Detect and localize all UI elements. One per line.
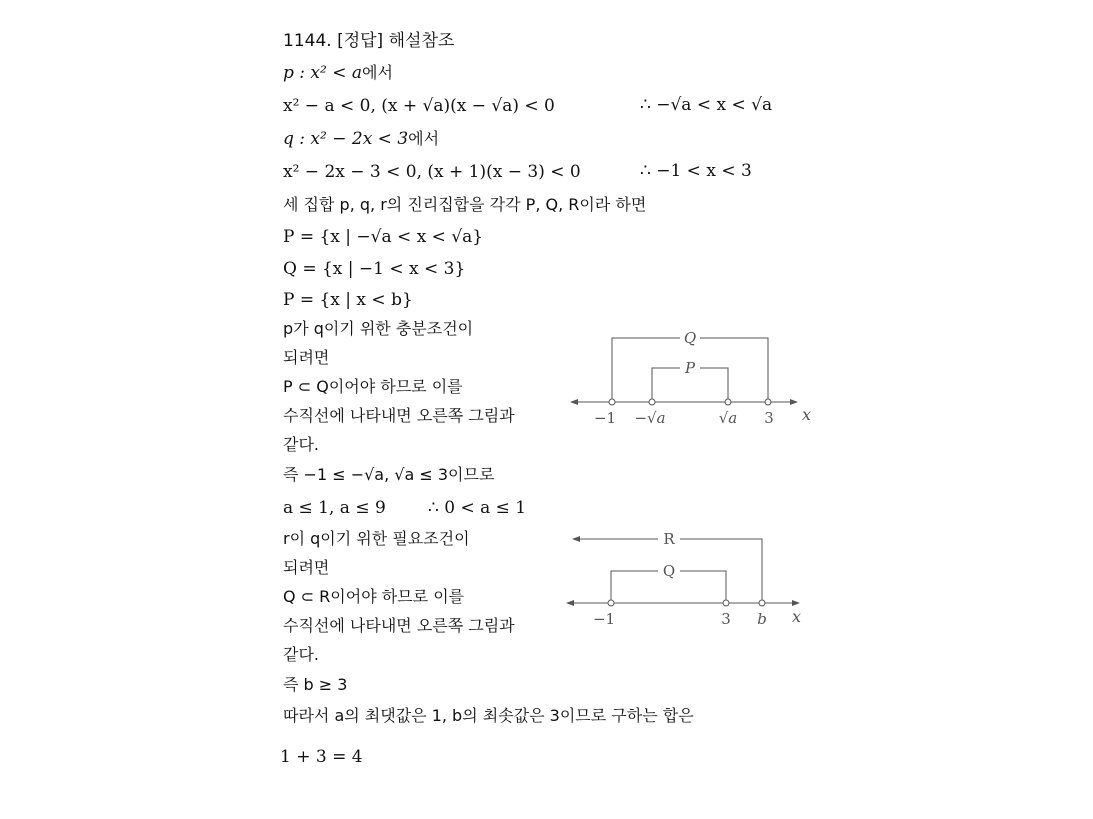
tick-neg1: −1 (593, 409, 617, 427)
tick-3-2: 3 (721, 610, 731, 628)
sufficient-line-1: p가 q이기 위한 충분조건이 (283, 319, 474, 338)
bracket-P-right (700, 368, 728, 402)
answer-text: 해설참조 (388, 31, 455, 51)
label-P: P (684, 359, 696, 377)
point-3-2 (723, 600, 729, 606)
sufficient-line-5: 같다. (283, 435, 319, 454)
point-b (759, 600, 765, 606)
problem-header (283, 26, 454, 51)
sufficient-line-3: P ⊂ Q이어야 하므로 이를 (283, 377, 463, 396)
axis-left-arrow-2 (566, 600, 574, 606)
a-result: ∴ 0 < a ≤ 1 (428, 498, 527, 518)
tick-b: b (757, 610, 767, 628)
axis-right-arrow (790, 399, 798, 405)
necessary-line-4: 수직선에 나타내면 오른쪽 그림과 (283, 616, 515, 635)
answer-label: [정답] (337, 31, 384, 51)
point-neg1-2 (608, 600, 614, 606)
point-negsqrt (649, 399, 655, 405)
bracket-Q2 (611, 571, 658, 603)
tick-sqrt: √a (718, 409, 738, 427)
necessary-line-3: Q ⊂ R이어야 하므로 이를 (283, 587, 465, 606)
q-definition: q : x² − 2x < 3에서 (283, 129, 440, 149)
p-result: ∴ −√a < x < √a (640, 95, 773, 115)
sufficient-line-4: 수직선에 나타내면 오른쪽 그림과 (283, 406, 515, 425)
conclusion: 따라서 a의 최댓값은 1, b의 최솟값은 3이므로 구하는 합은 (283, 706, 694, 725)
sufficient-result: 즉 −1 ≤ −√a, √a ≤ 3이므로 (283, 465, 495, 484)
point-sqrt (725, 399, 731, 405)
q-inequality: x² − 2x − 3 < 0, (x + 1)(x − 3) < 0 (283, 162, 581, 182)
p-definition: p : x² < a에서 (283, 63, 393, 83)
axis-left-arrow (570, 399, 578, 405)
point-neg1 (609, 399, 615, 405)
final-answer: 1 + 3 = 4 (280, 747, 363, 767)
set-P: P = {x | −√a < x < √a} (283, 227, 484, 247)
problem-number: 1144. (283, 31, 332, 51)
number-line-diagram-1 (560, 322, 820, 432)
axis-label-x: x (802, 405, 812, 424)
q-result: ∴ −1 < x < 3 (640, 161, 752, 181)
tick-neg1-2: −1 (592, 610, 616, 628)
label-R: R (663, 530, 675, 548)
number-line-diagram-2 (560, 526, 820, 636)
axis-label-x-2: x (792, 607, 802, 626)
bracket-Q-right (700, 338, 768, 402)
bracket-Q2-right (680, 571, 726, 603)
bracket-R-arrow (572, 536, 580, 542)
bracket-Q (612, 338, 680, 402)
label-Q: Q (683, 329, 697, 347)
b-result: 즉 b ≥ 3 (283, 675, 348, 694)
tick-negsqrt: −√a (634, 409, 666, 427)
axis-right-arrow-2 (792, 600, 800, 606)
a-bounds: a ≤ 1, a ≤ 9 (283, 498, 386, 518)
sufficient-line-2: 되려면 (283, 348, 330, 367)
set-R: P = {x | x < b} (283, 290, 413, 310)
p-inequality: x² − a < 0, (x + √a)(x − √a) < 0 (283, 96, 555, 116)
necessary-line-2: 되려면 (283, 558, 330, 577)
sets-intro: 세 집합 p, q, r의 진리집합을 각각 P, Q, R이라 하면 (283, 195, 647, 214)
necessary-line-1: r이 q이기 위한 필요조건이 (283, 529, 470, 548)
tick-3: 3 (764, 409, 774, 427)
label-Q2: Q (662, 562, 676, 580)
point-3 (765, 399, 771, 405)
set-Q: Q = {x | −1 < x < 3} (283, 259, 466, 279)
bracket-P (652, 368, 680, 402)
necessary-line-5: 같다. (283, 645, 319, 664)
